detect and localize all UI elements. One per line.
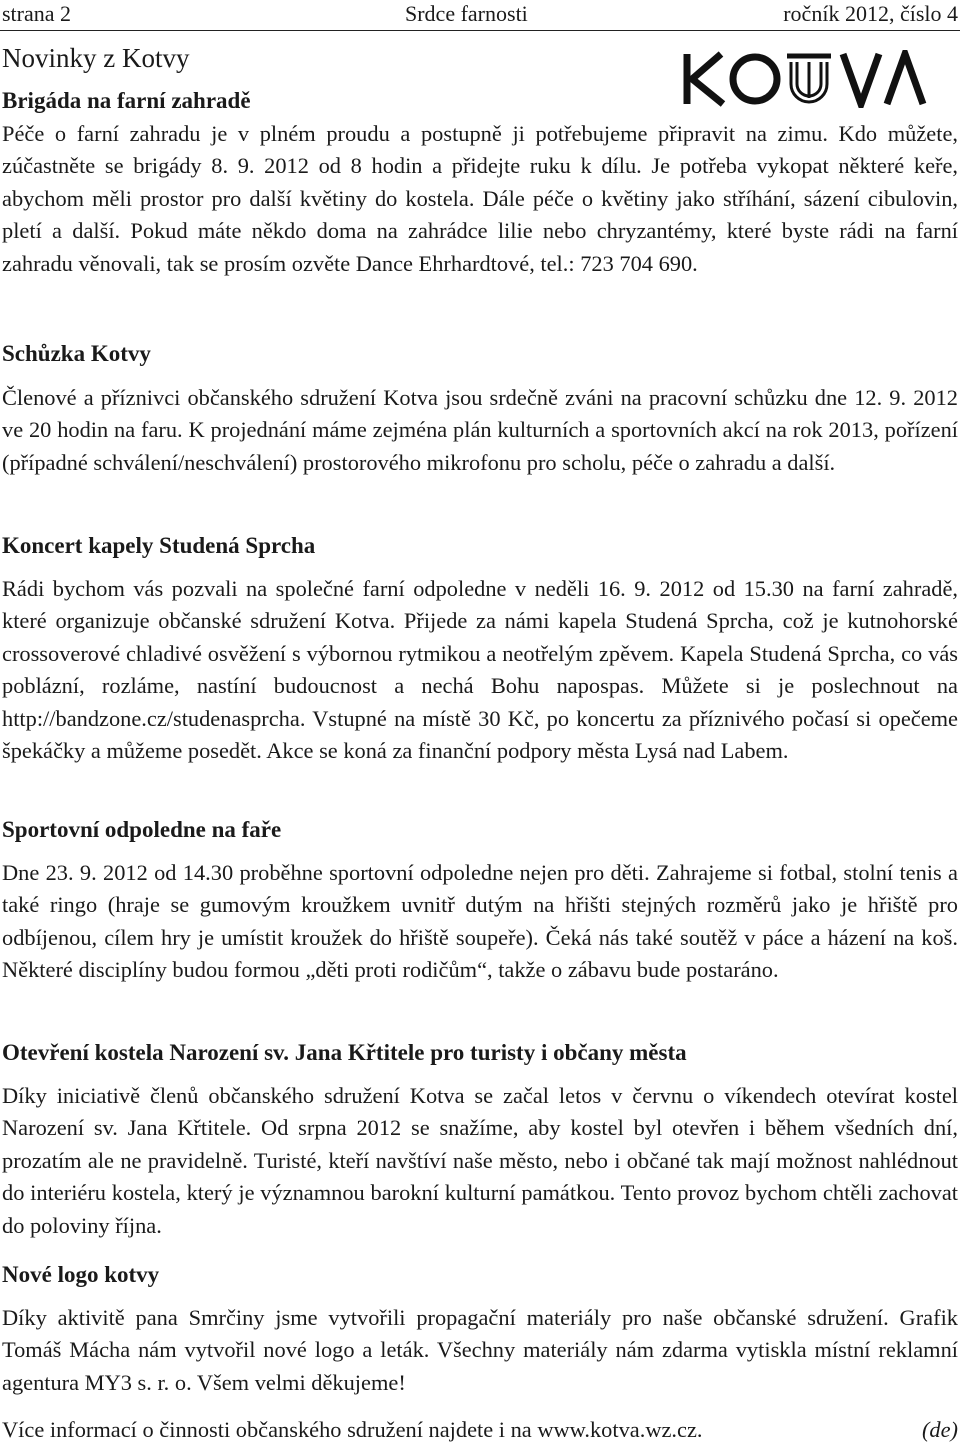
footer-text: Více informací o činnosti občanského sdružení najdete i na www.kotva.wz.cz. [2,1417,703,1442]
section-text: Péče o farní zahradu je v plném proudu a postupně ji potřebujeme připravit na zimu. Kdo můžete, zúčastněte se brigády 8. 9. 2012 od 8 hodin a přidejte ruku k dílu. Je potřeba vykopat některé keře, abychom měli prostor pro další květiny do kostela. Dále péče o květiny jako stříhání, sázení cibulovin, pletí a další. Pokud máte někdo doma na zahrádce lilie nebo chryzantémy, které byste rádi na farní zahradu věnovali, tak se prosím ozvěte Dance Ehrhardtové, tel.: 723 704 690. [2,121,958,276]
section-heading: Brigáda na farní zahradě [2,88,251,113]
kotva-logo [683,50,927,108]
issue-info: ročník 2012, číslo 4 [783,1,958,26]
section-heading: Schůzka Kotvy [2,341,151,366]
section-text: Členové a příznivci občanského sdružení Kotva jsou srdečně zváni na pracovní schůzku dne 12. 9. 2012 ve 20 hodin na faru. K projednání máme zejména plán kulturních a sportovních akcí na rok 2013, pořízení (případné schválení/neschválení) prostorového mikrofonu pro scholu, péče o zahradu a další. [2,385,958,475]
section-brigada [2,118,958,280]
section-heading: Nové logo kotvy [2,1262,160,1287]
section-text: Dne 23. 9. 2012 od 14.30 proběhne sportovní odpoledne nejen pro děti. Zahrajeme si fotbal, stolní tenis a také ringo (hraje se gumovým kroužkem uvnitř dutým na hřišti stejných rozměrů jako je hřiště pro odbíjenou, cílem hry je umístit kroužek do hřiště soupeře). Čeká nás také soutěž v páce a házení na koš. Některé disciplíny budou formou „děti proti rodičům“, takže o zábavu bude postaráno. [2,860,958,983]
section-heading: Sportovní odpoledne na faře [2,817,282,842]
section-kostel [2,1038,958,1242]
section-schuzka [2,339,958,479]
section-heading: Koncert kapely Studená Sprcha [2,533,316,558]
page-number: strana 2 [2,1,72,26]
footer [2,1414,958,1446]
publication-title: Srdce farnosti [405,1,528,26]
running-header [0,0,960,31]
section-text: Díky iniciativě členů občanského sdružení Kotva se začal letos v červnu o víkendech otevírat kostel Narození sv. Jana Křtitele. Od srpna 2012 se snažíme, aby kostel byl otevřen i během všedních dní, prozatím ale ne pravidelně. Turisté, kteří navštíví naše město, nebo i občané tak mají možnost nahlédnout do interiéru kostela, který je významnou barokní kulturní památkou. Tento provoz bychom chtěli zachovat do poloviny října. [2,1083,958,1238]
section-logo [2,1260,958,1399]
section-heading: Otevření kostela Narození sv. Jana Křtitele pro turisty i občany města [2,1040,687,1065]
section-koncert [2,531,958,767]
section-sport [2,815,958,987]
section-text: Rádi bychom vás pozvali na společné farní odpoledne v neděli 16. 9. 2012 od 15.30 na farní zahradě, které organizuje občanské sdružení Kotva. Přijede za námi kapela Studená Sprcha, což je kutnohorské crossoverové chladivé osvěžení s výbornou rytmikou a neotřelým zpěvem. Kapela Studená Sprcha, co vás poblázní, rozláme, nastíní budoucnost a nechá Bohu napospas. Můžete si je poslechnout na http://bandzone.cz/studenasprcha. Vstupné na místě 30 Kč, po koncertu za příznivého počasí si opečeme špekáčky a můžeme posedět. Akce se koná za finanční podpory města Lysá nad Labem. [2,576,958,764]
author-signature: (de) [921,1417,958,1442]
section-text: Díky aktivitě pana Smrčiny jsme vytvořili propagační materiály pro naše občanské sdružení. Grafik Tomáš Mácha nám vytvořil nové logo a leták. Všechny materiály nám zdarma vytiskla místní reklamní agentura MY3 s. r. o. Všem velmi děkujeme! [2,1305,958,1395]
page-title: Novinky z Kotvy [2,43,190,73]
